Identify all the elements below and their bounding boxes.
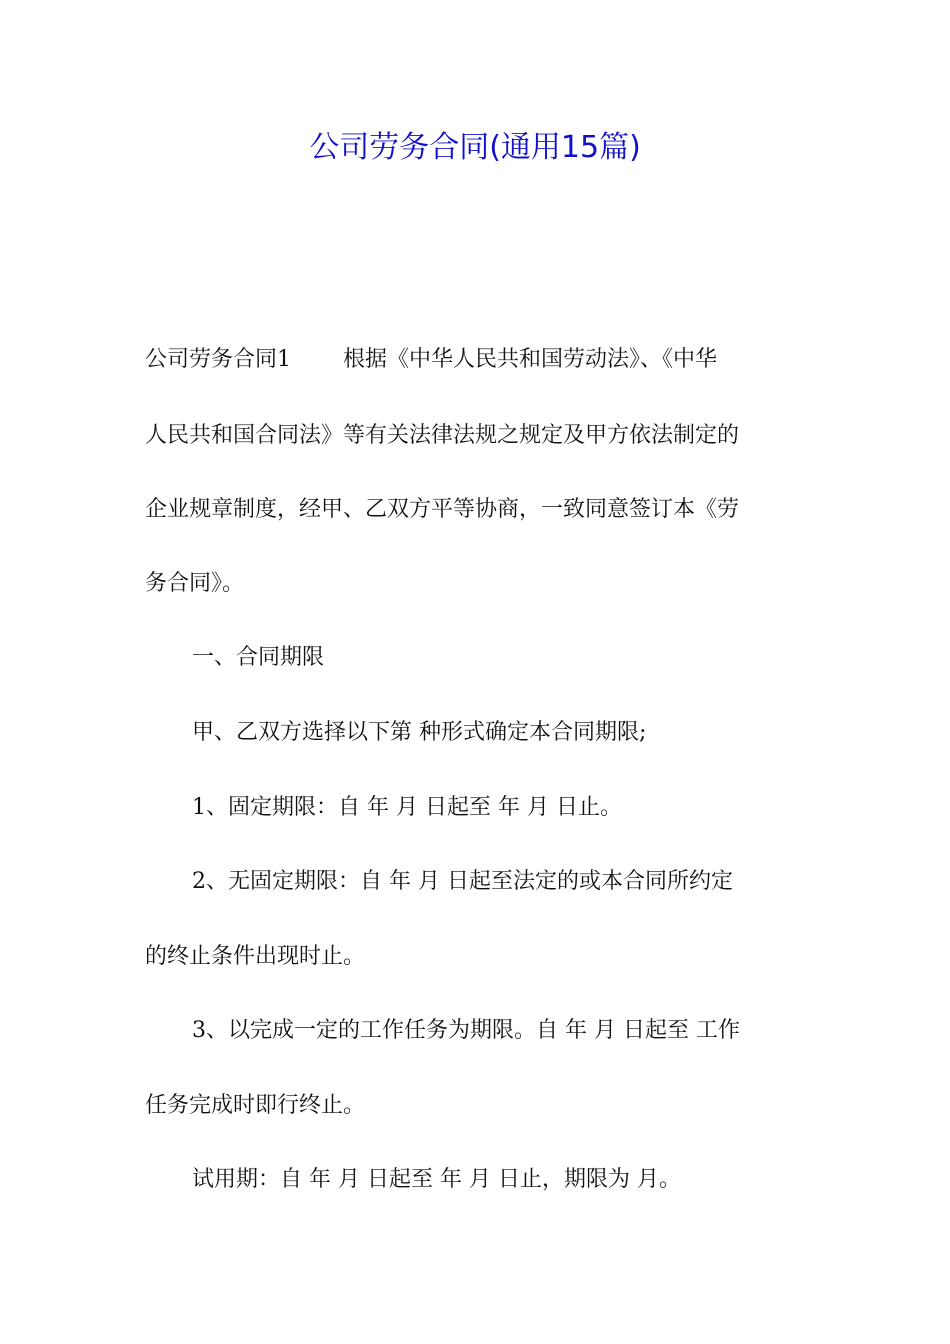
contract-heading: 公司劳务合同1	[145, 347, 291, 372]
paragraph-line-3: 企业规章制度，经甲、乙双方平等协商，一致同意签订本《劳	[145, 497, 740, 522]
paragraph-line-2: 人民共和国合同法》等有关法律法规之规定及甲方依法制定的	[145, 423, 740, 448]
section-heading-term: 一、合同期限	[192, 645, 325, 670]
paragraph-line-8: 2、无固定期限：自 年 月 日起至法定的或本合同所约定	[192, 869, 733, 894]
paragraph-line-9: 的终止条件出现时止。	[145, 944, 366, 969]
paragraph-line-12: 试用期：自 年 月 日起至 年 月 日止，期限为 月。	[192, 1167, 681, 1192]
paragraph-line-10: 3、以完成一定的工作任务为期限。自 年 月 日起至 工作	[192, 1018, 740, 1043]
paragraph-line-7: 1、固定期限：自 年 月 日起至 年 月 日止。	[192, 795, 622, 820]
paragraph-line-1	[145, 345, 717, 375]
document-title: 公司劳务合同(通用15篇)	[309, 130, 641, 165]
paragraph-line-6: 甲、乙双方选择以下第 种形式确定本合同期限;	[192, 720, 647, 745]
paragraph-line-11: 任务完成时即行终止。	[145, 1093, 366, 1118]
paragraph-line-4: 务合同》。	[145, 571, 245, 596]
paragraph-text: 根据《中华人民共和国劳动法》、《中华	[343, 347, 718, 372]
